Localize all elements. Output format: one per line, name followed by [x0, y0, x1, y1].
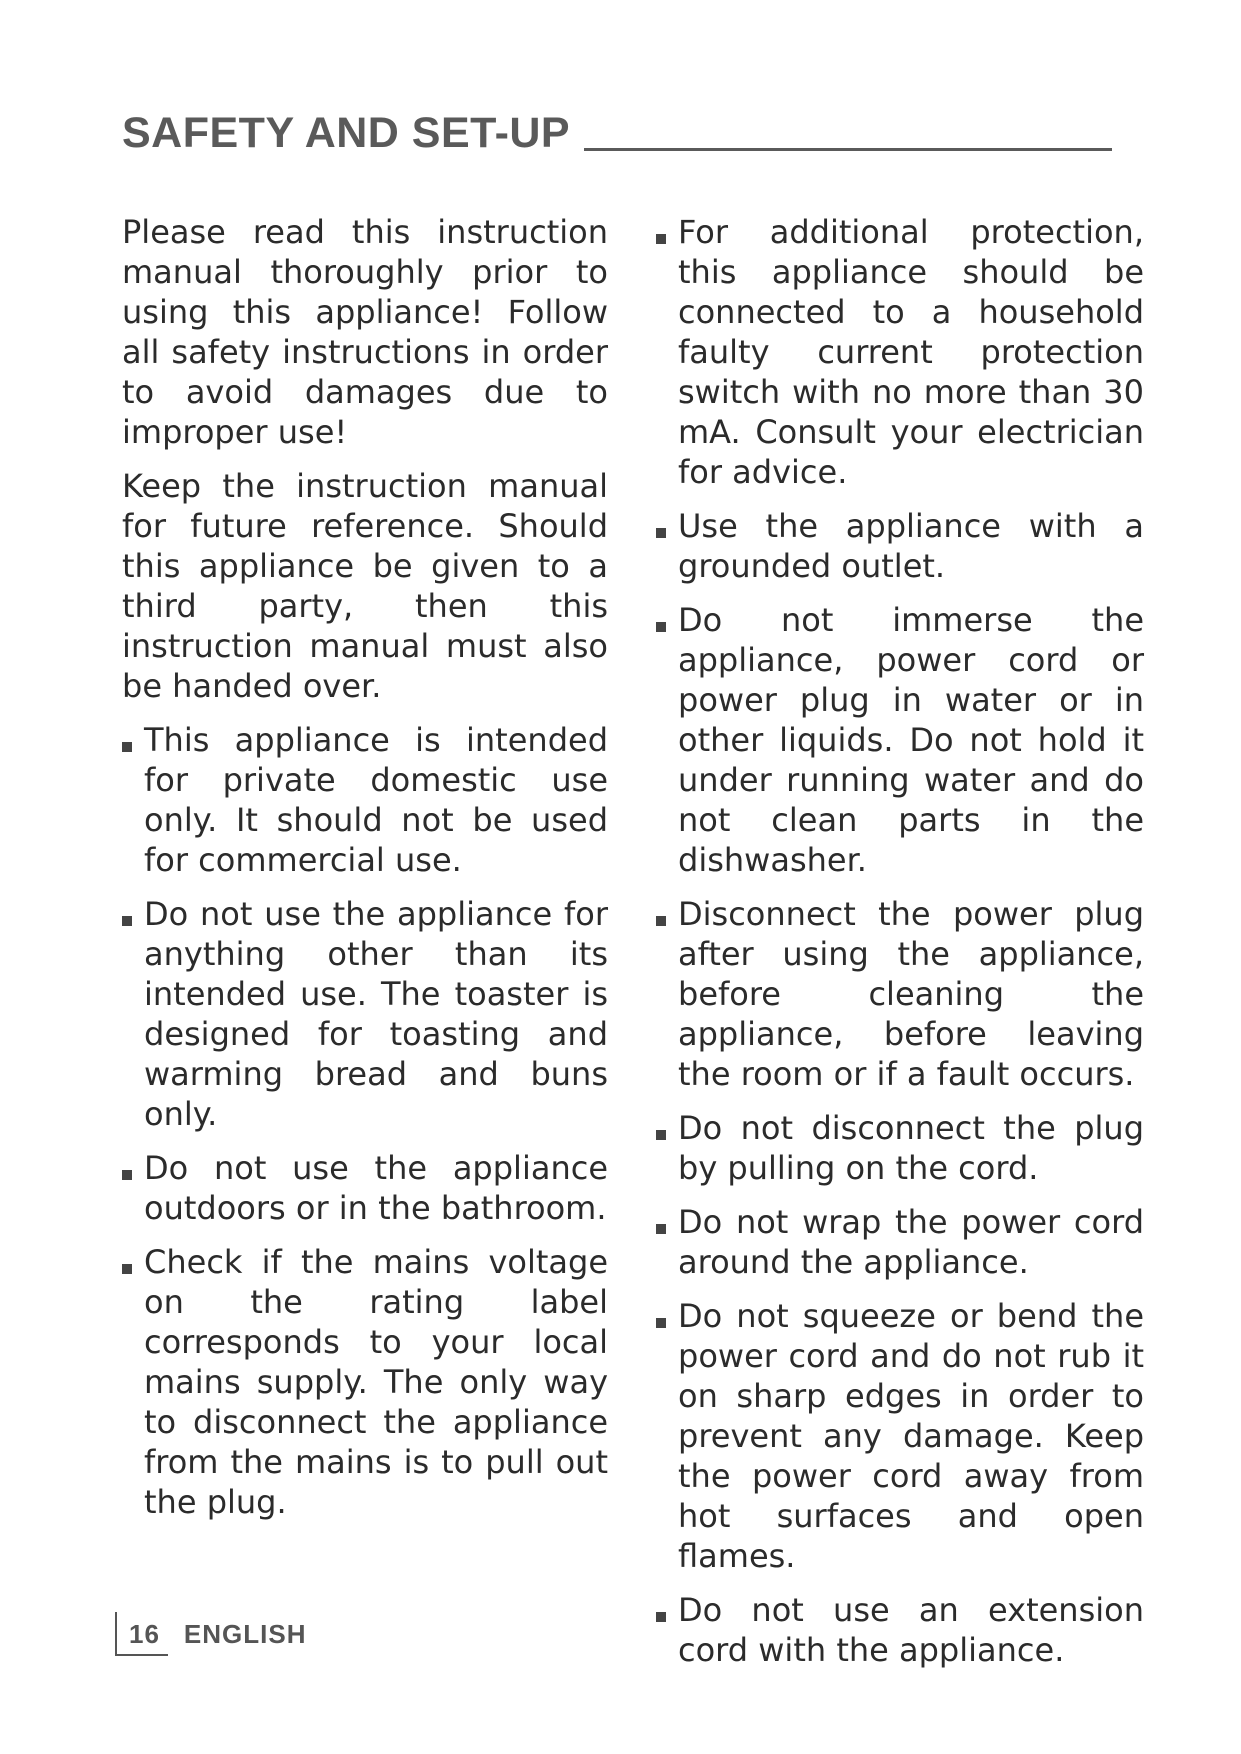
list-item — [122, 1242, 608, 1522]
list-item-text: Do not use the appliance for anything other than its intended use. The toaster is designed for toasting and warming bread and buns only. — [144, 895, 608, 1133]
list-item — [656, 894, 1144, 1094]
list-item — [122, 720, 608, 880]
list-item-text: Disconnect the power plug after using the appliance, before cleaning the appliance, before leaving the room or if a fault occurs. — [678, 895, 1144, 1093]
square-bullet-icon — [656, 234, 666, 244]
page-footer — [115, 1612, 307, 1656]
list-item-text: For additional protection, this appliance should be connected to a household faulty current protection switch with no more than 30 mA. Consult your electrician for advice. — [678, 213, 1144, 491]
list-item-text: Do not squeeze or bend the power cord and do not rub it on sharp edges in order to prevent any damage. Keep the power cord away from hot surfaces and open flames. — [678, 1297, 1144, 1575]
list-item-text: Check if the mains voltage on the rating label corresponds to your local mains supply. The only way to disconnect the appliance from the mains is to pull out the plug. — [144, 1243, 608, 1521]
left-column — [122, 212, 608, 1536]
page-title: SAFETY AND SET-UP — [122, 109, 571, 157]
square-bullet-icon — [122, 1170, 132, 1180]
list-item-text: This appliance is intended for private domestic use only. It should not be used for commercial use. — [144, 721, 608, 879]
list-item — [122, 1148, 608, 1228]
left-bullet-list — [122, 720, 608, 1522]
square-bullet-icon — [122, 1264, 132, 1274]
page-number: 16 — [129, 1619, 160, 1649]
intro-paragraph: Please read this instruction manual thoroughly prior to using this appliance! Follow all safety instructions in order to avoid damages due to improper use! — [122, 213, 608, 451]
list-item — [656, 212, 1144, 492]
list-item-text: Do not immerse the appliance, power cord or power plug in water or in other liquids. Do not hold it under running water and do not clean parts in the dishwasher. — [678, 601, 1144, 879]
list-item-text: Do not disconnect the plug by pulling on the cord. — [678, 1109, 1144, 1187]
list-item — [656, 506, 1144, 586]
list-item — [656, 600, 1144, 880]
right-column — [656, 212, 1144, 1684]
list-item-text: Do not wrap the power cord around the appliance. — [678, 1203, 1144, 1281]
square-bullet-icon — [656, 1130, 666, 1140]
list-item-text: Use the appliance with a grounded outlet. — [678, 507, 1144, 585]
right-bullet-list — [656, 212, 1144, 1670]
intro-paragraph: Keep the instruction manual for future reference. Should this appliance be given to a third party, then this instruction manual must also be handed over. — [122, 467, 608, 705]
list-item — [122, 894, 608, 1134]
list-item-text: Do not use an extension cord with the appliance. — [678, 1591, 1144, 1669]
square-bullet-icon — [656, 1224, 666, 1234]
square-bullet-icon — [656, 528, 666, 538]
list-item-text: Do not use the appliance outdoors or in the bathroom. — [144, 1149, 608, 1227]
heading-rule — [584, 148, 1112, 151]
footer-language: ENGLISH — [183, 1619, 307, 1649]
list-item — [656, 1590, 1144, 1670]
page-heading — [122, 109, 1112, 157]
list-item — [656, 1296, 1144, 1576]
square-bullet-icon — [122, 916, 132, 926]
square-bullet-icon — [656, 1318, 666, 1328]
page-number-box — [115, 1612, 168, 1656]
square-bullet-icon — [656, 916, 666, 926]
square-bullet-icon — [656, 1612, 666, 1622]
square-bullet-icon — [122, 742, 132, 752]
square-bullet-icon — [656, 622, 666, 632]
list-item — [656, 1108, 1144, 1188]
list-item — [656, 1202, 1144, 1282]
